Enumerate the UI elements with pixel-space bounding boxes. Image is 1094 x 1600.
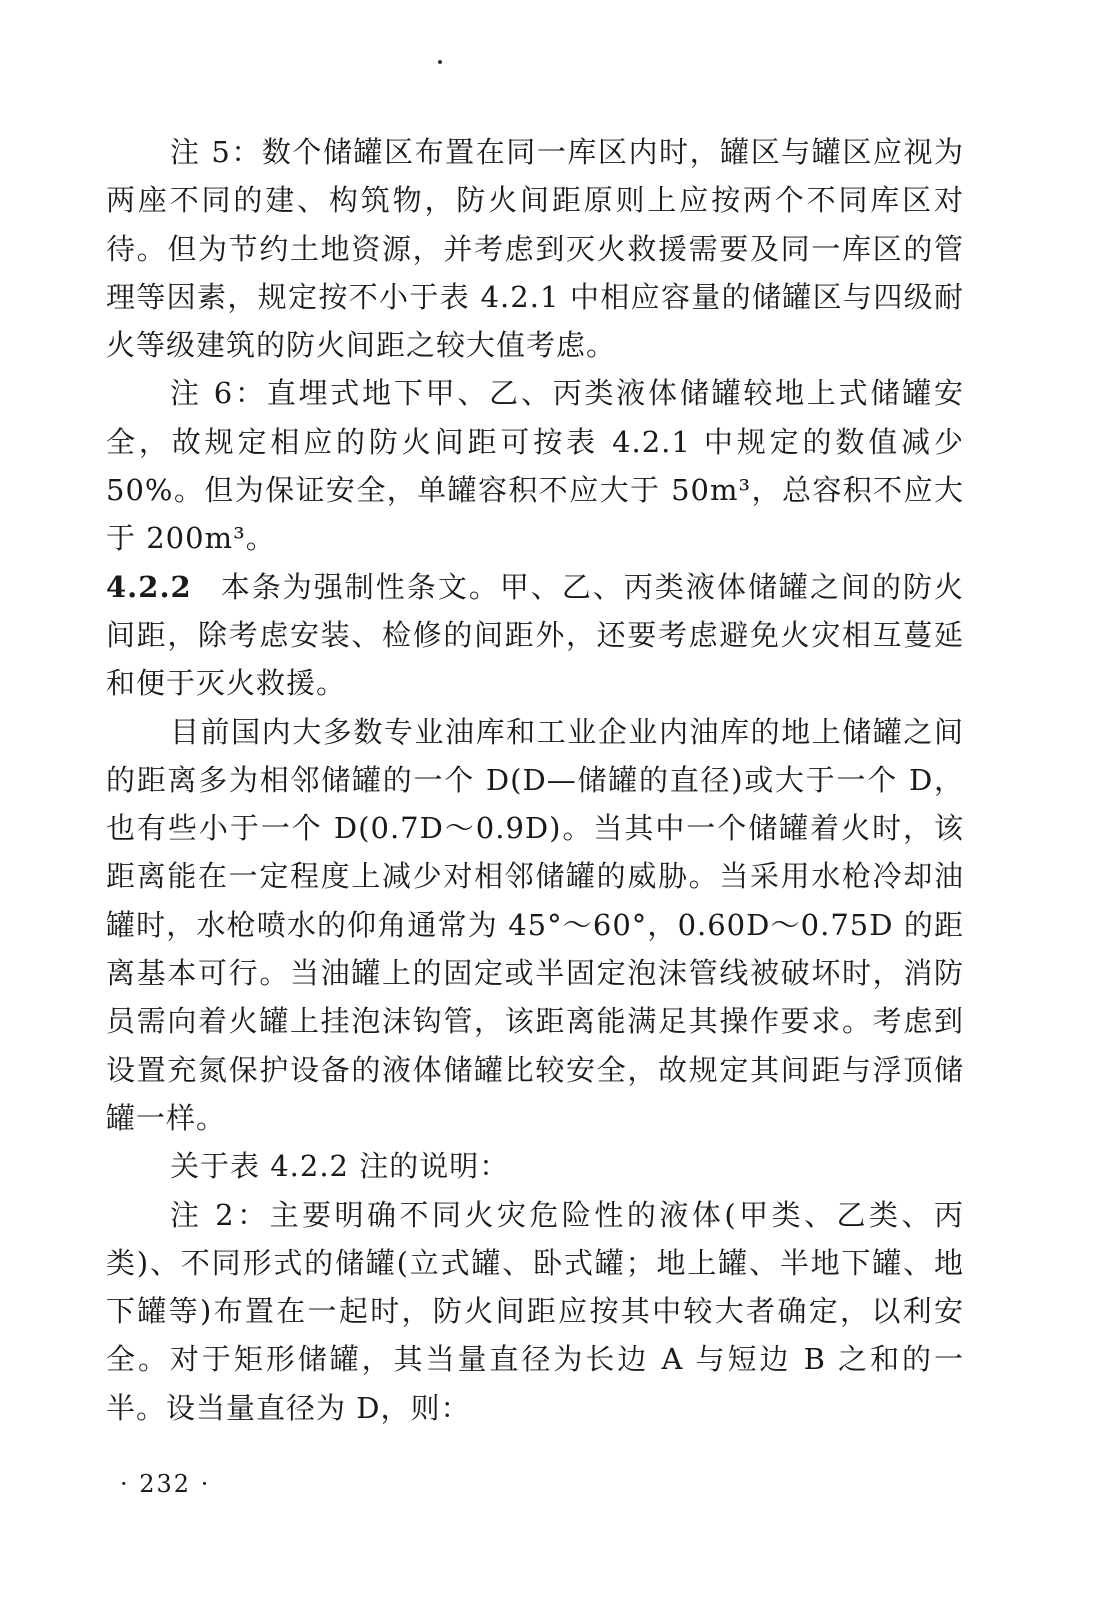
section-number: 4.2.2 <box>106 569 192 604</box>
note-5-paragraph: 注 5：数个储罐区布置在同一库区内时，罐区与罐区应视为两座不同的建、构筑物，防火间距原则上应按两个不同库区对待。但为节约土地资源，并考虑到灭火救援需要及同一库区的管理等因素，规定按不小于表 4.2.1 中相应容量的储罐区与四级耐火等级建筑的防火间距之较大值考虑。 <box>106 135 964 363</box>
table-note-heading: 关于表 4.2.2 注的说明： <box>170 1149 510 1184</box>
note-6-paragraph: 注 6：直埋式地下甲、乙、丙类液体储罐较地上式储罐安全，故规定相应的防火间距可按表 4.2.1 中规定的数值减少50%。但为保证安全，单罐容积不应大于 50m³，总容积不应大于 200m³。 <box>106 376 964 556</box>
page-body <box>106 128 964 1432</box>
note-2-paragraph: 注 2：主要明确不同火灾危险性的液体(甲类、乙类、丙类)、不同形式的储罐(立式罐、卧式罐；地上罐、半地下罐、地下罐等)布置在一起时，防火间距应按其中较大者确定，以利安全。对于矩形储罐，其当量直径为长边 A 与短边 B 之和的一半。设当量直径为 D，则： <box>106 1197 964 1425</box>
section-4-2-2-paragraph <box>106 563 964 708</box>
scan-mark <box>438 60 442 64</box>
page-number: · 232 · <box>120 1470 211 1498</box>
tank-distance-paragraph: 目前国内大多数专业油库和工业企业内油库的地上储罐之间的距离多为相邻储罐的一个 D(D—储罐的直径)或大于一个 D，也有些小于一个 D(0.7D～0.9D)。当其中一个储罐着火时，该距离能在一定程度上减少对相邻储罐的威胁。当采用水枪冷却油罐时，水枪喷水的仰角通常为 45°～60°，0.60D～0.75D 的距离基本可行。当油罐上的固定或半固定泡沫管线被破坏时，消防员需向着火罐上挂泡沫钩管，该距离能满足其操作要求。考虑到设置充氮保护设备的液体储罐比较安全，故规定其间距与浮顶储罐一样。 <box>106 714 964 1135</box>
section-text: 本条为强制性条文。甲、乙、丙类液体储罐之间的防火间距，除考虑安装、检修的间距外，还要考虑避免火灾相互蔓延和便于灭火救援。 <box>106 569 964 701</box>
